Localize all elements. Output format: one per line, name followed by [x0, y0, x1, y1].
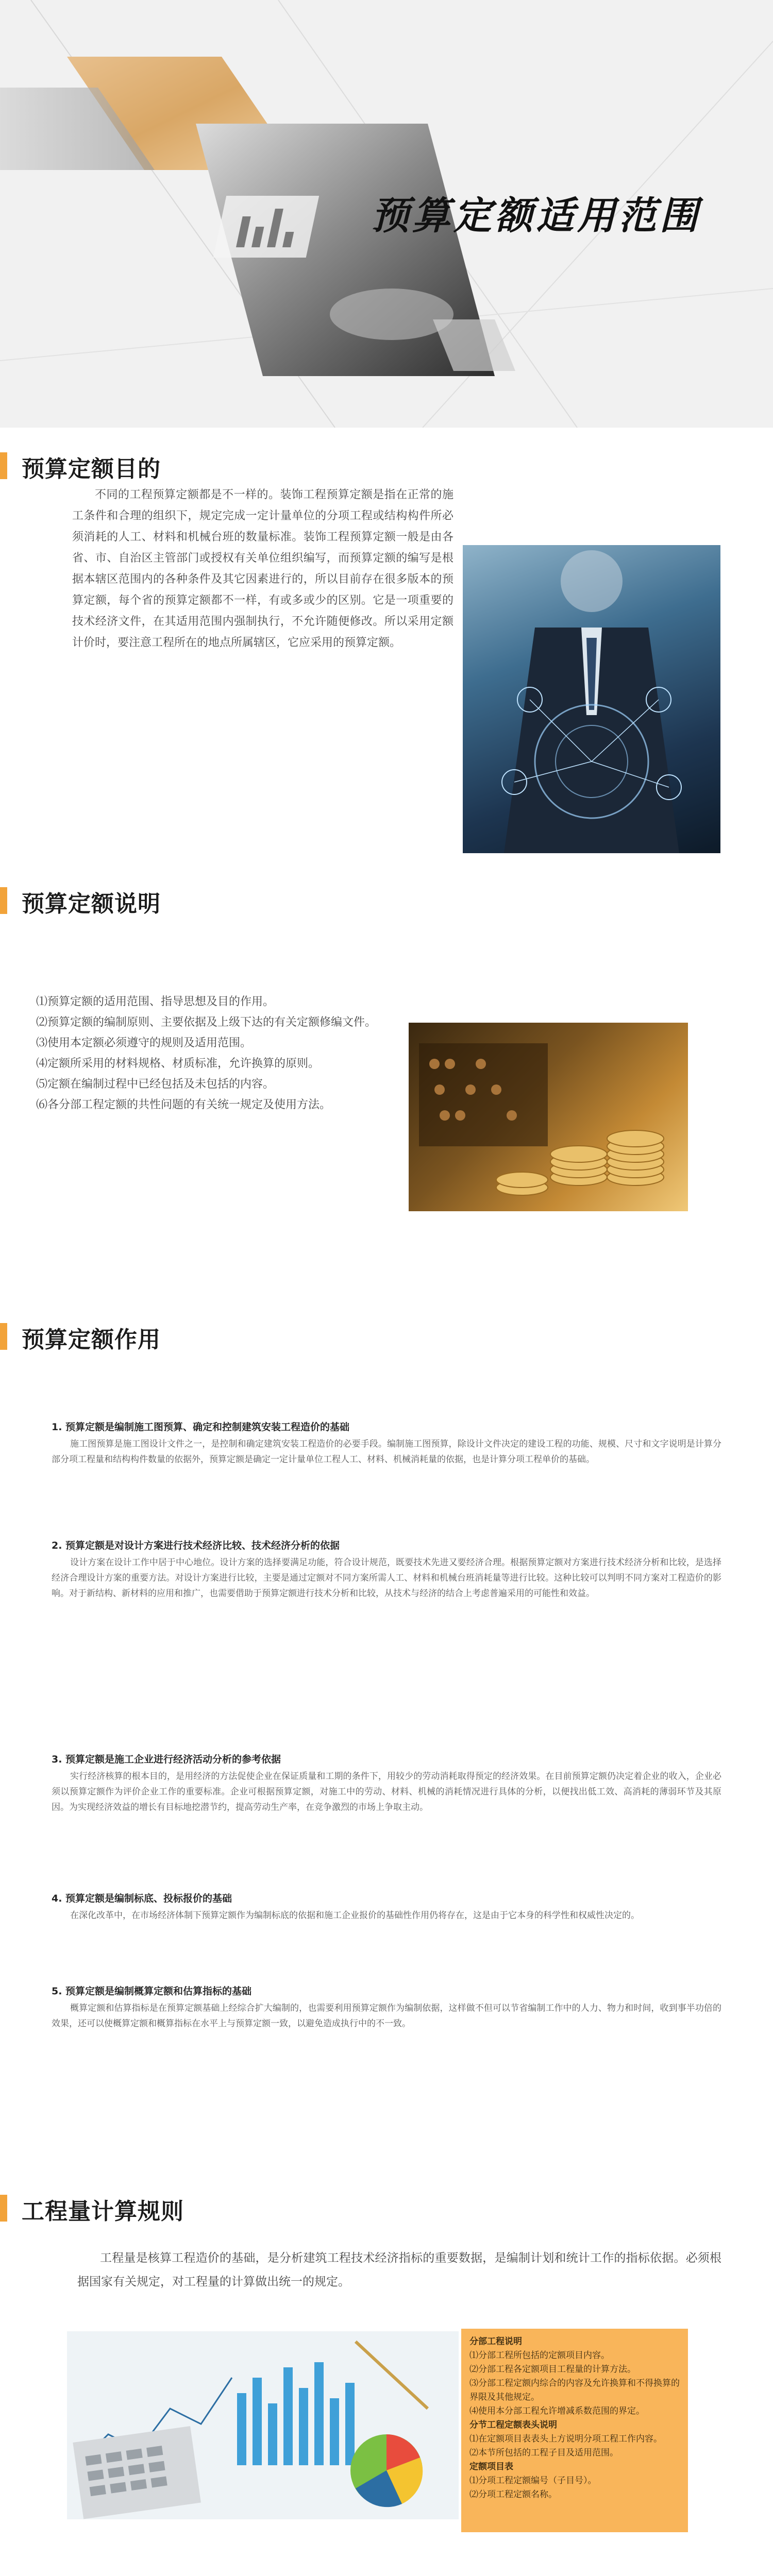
- function-item: [52, 1891, 721, 1923]
- purpose-paragraph: 不同的工程预算定额都是不一样的。装饰工程预算定额是指在正常的施工条件和合理的组织下，规定完成一定计量单位的分项工程或结构构件所必须消耗的人工、材料和机械台班的数量标准。装饰工程预算定额一般是由各省、市、自治区主管部门或授权有关单位组织编写，而预算定额的编写是根据本辖区范围内的各种条件及其它因素进行的，所以目前存在很多版本的预算定额，每个省的预算定额都不一样，有或多或少的区别。它是一项重要的技术经济文件，在其适用范围内强制执行，不允许随便修改。所以采用定额计价时，要注意工程所在的地点所属辖区，它应采用的预算定额。: [72, 488, 453, 649]
- info-line: ⑵分项工程定额名称。: [469, 2489, 557, 2500]
- hero-title: 预算定额适用范围: [371, 194, 701, 238]
- purpose-image: [463, 545, 720, 853]
- function-item: [52, 1984, 721, 2031]
- section-explanation-header: [0, 882, 773, 918]
- finance-charts-illustration: [67, 2331, 459, 2519]
- section-title: 预算定额说明: [22, 891, 161, 917]
- rules-info-box: [461, 2329, 688, 2532]
- function-item-heading: 2. 预算定额是对设计方案进行技术经济比较、技术经济分析的依据: [52, 1540, 340, 1551]
- info-line: ⑵本节所包括的工程子目及适用范围。: [469, 2448, 618, 2458]
- function-item-body: 概算定额和估算指标是在预算定额基础上经综合扩大编制的，也需要利用预算定额作为编制依据，这样做不但可以节省编制工作中的人力、物力和时间，收到事半功倍的效果，还可以使概算定额和概算指标在水平上与预算定额一致，以避免造成执行中的不一致。: [52, 2003, 721, 2029]
- function-item-body: 施工图预算是施工图设计文件之一，是控制和确定建筑安装工程造价的必要手段。编制施工图预算，除设计文件决定的建设工程的功能、规模、尺寸和文字说明是计算分部分项工程量和结构构件数量的依据外，预算定额是确定一定计量单位工程人工、材料、机械消耗量的依据，也是计算分项工程单价的基础。: [52, 1439, 721, 1465]
- info-line: ⑷使用本分部工程允许增减系数范围的界定。: [469, 2406, 645, 2416]
- section-purpose-header: [0, 447, 773, 483]
- list-item: ⑹各分部工程定额的共性问题的有关统一规定及使用方法。: [36, 1098, 331, 1111]
- section-title: 预算定额目的: [22, 456, 161, 482]
- list-item: ⑵预算定额的编制原则、主要依据及上级下达的有关定额修编文件。: [36, 1016, 377, 1029]
- function-item: [52, 1752, 721, 1815]
- function-item: [52, 1538, 721, 1601]
- function-item: [52, 1419, 721, 1467]
- info-line: 定额项目表: [469, 2462, 513, 2472]
- function-item-body: 在深化改革中，在市场经济体制下预算定额作为编制标底的依据和施工企业报价的基础性作用仍将存在，这是由于它本身的科学性和权威性决定的。: [70, 1910, 640, 1921]
- function-item-heading: 1. 预算定额是编制施工图预算、确定和控制建筑安装工程造价的基础: [52, 1421, 350, 1433]
- section-accent-bar: [0, 452, 7, 479]
- section-rules-header: [0, 2190, 773, 2226]
- function-item-body: 设计方案在设计工作中居于中心地位。设计方案的选择要满足功能，符合设计规范，既要技术先进又要经济合理。根据预算定额对方案进行技术经济分析和比较，是选择经济合理设计方案的重要方法。对设计方案进行比较，主要是通过定额对不同方案所需人工、材料和机械台班消耗量等进行比较。这种比较可以判明不同方案对工程造价的影响。对于新结构、新材料的应用和推广，也需要借助于预算定额进行技术分析和比较，从技术与经济的结合上考虑普遍采用的可能性和效益。: [52, 1557, 721, 1599]
- explanation-list: [36, 992, 397, 1115]
- info-line: 分部工程说明: [469, 2336, 522, 2347]
- info-line: ⑴分项工程定额编号（子目号）。: [469, 2476, 597, 2486]
- coins-abacus-illustration: [409, 1023, 688, 1211]
- section-title: 工程量计算规则: [22, 2198, 184, 2225]
- businessman-illustration: [463, 545, 720, 853]
- section-accent-bar: [0, 1323, 7, 1350]
- section-accent-bar: [0, 2195, 7, 2222]
- list-item: ⑶使用本定额必须遵守的规则及适用范围。: [36, 1037, 252, 1049]
- explanation-image: [409, 1023, 688, 1211]
- section-title: 预算定额作用: [22, 1327, 161, 1353]
- list-item: ⑸定额在编制过程中已经包括及未包括的内容。: [36, 1078, 275, 1091]
- rules-intro: 工程量是核算工程造价的基础，是分析建筑工程技术经济指标的重要数据，是编制计划和统计工作的指标依据。必须根据国家有关规定，对工程量的计算做出统一的规定。: [77, 2251, 721, 2289]
- info-line: 分节工程定额表头说明: [469, 2420, 557, 2430]
- section-function-header: [0, 1318, 773, 1354]
- info-line: ⑴分部工程所包括的定额项目内容。: [469, 2350, 610, 2361]
- function-item-body: 实行经济核算的根本目的，是用经济的方法促使企业在保证质量和工期的条件下，用较少的劳动消耗取得预定的经济效果。在目前预算定额仍决定着企业的收入，企业必须以预算定额作为评价企业工作的重要标准。企业可根据预算定额，对施工中的劳动、材料、机械的消耗情况进行具体的分析，以便找出低工效、高消耗的薄弱环节及其原因。为实现经济效益的增长有目标地挖潜节约，提高劳动生产率，在竞争激烈的市场上争取主动。: [52, 1771, 721, 1812]
- list-item: ⑴预算定额的适用范围、指导思想及目的作用。: [36, 995, 275, 1008]
- info-line: ⑴在定额项目表表头上方说明分项工程工作内容。: [469, 2434, 662, 2444]
- rules-image: [67, 2331, 459, 2519]
- function-item-heading: 5. 预算定额是编制概算定额和估算指标的基础: [52, 1986, 252, 1997]
- hero-banner: [0, 0, 773, 428]
- function-item-heading: 4. 预算定额是编制标底、投标报价的基础: [52, 1893, 232, 1904]
- info-line: ⑵分部工程各定额项目工程量的计算方法。: [469, 2364, 636, 2375]
- info-line: ⑶分部工程定额内综合的内容及允许换算和不得换算的界限及其他规定。: [469, 2378, 680, 2402]
- section-accent-bar: [0, 887, 7, 914]
- function-item-heading: 3. 预算定额是施工企业进行经济活动分析的参考依据: [52, 1754, 281, 1765]
- list-item: ⑷定额所采用的材料规格、材质标准，允许换算的原则。: [36, 1057, 320, 1070]
